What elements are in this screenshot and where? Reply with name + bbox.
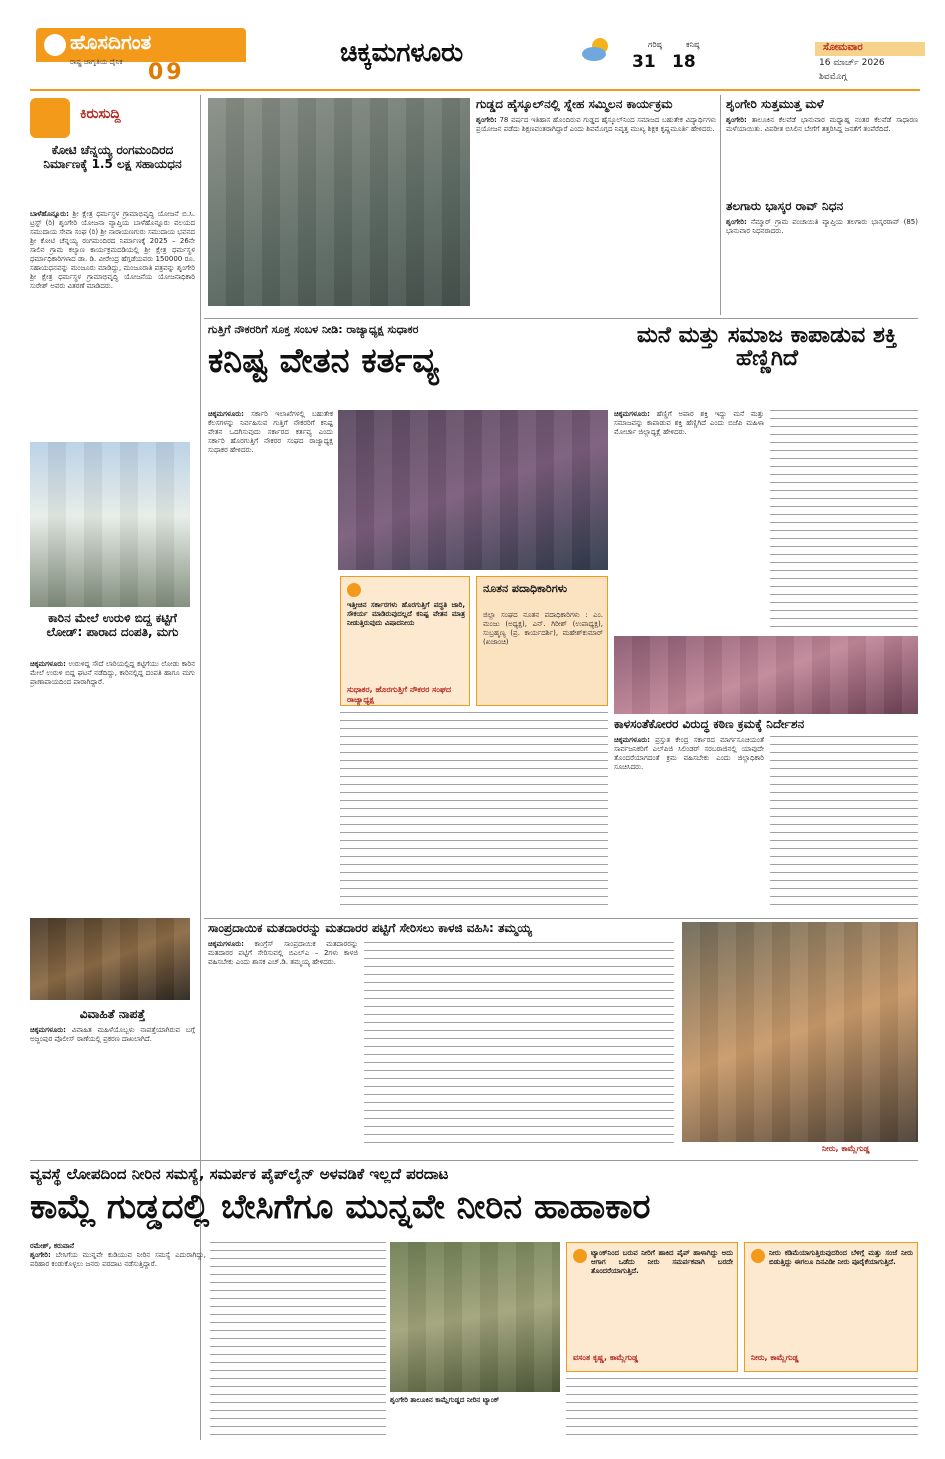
voters-body-continued: [364, 942, 674, 1154]
water-quote-1: ಟ್ಯಾಂಕ್‌ನಿಂದ ಬರುವ ನೀರಿಗೆ ಹಾಕಿದ ಪೈಪ್ ಹಾಳಾಗಿದ್ದು ಅದು ಆಗಾಗ ಒಡೆದು ನೀರು ಸಮರ್ಪಕವಾಗಿ ಬರದೇ ತೊಂದರೆಯಾಗುತ್ತಿದೆ.: [591, 1249, 733, 1275]
page-number: 09: [148, 60, 185, 85]
lead-body-continued: [340, 712, 608, 912]
min-temp-label: ಕನಿಷ್ಠ: [686, 40, 700, 49]
day-name: ಸೋಮವಾರ: [815, 42, 925, 56]
obit-body: ಶೃಂಗೇರಿ: ನೆಮ್ಮಾರ್ ಗ್ರಾಮ ಪಂಚಾಯಿತಿ ವ್ಯಾಪ್ತಿಯ ತಲಗಾರು ಭಾಸ್ಕರರಾವ್ (85) ಭಾನುವಾರ ನಿಧನರಾದರು.: [726, 218, 918, 235]
min-temp: 18: [672, 52, 696, 72]
water-tank-photo: [390, 1242, 560, 1392]
column-rule: [200, 95, 201, 1440]
section-rule: [204, 918, 918, 919]
kalasa-body-continued: [770, 736, 918, 912]
logo-tagline: ರಾಷ್ಟ್ರ ಜಾಗೃತಿಯ ದೈನಿಕ: [70, 58, 123, 66]
accident-headline: ಕಾರಿನ ಮೇಲೆ ಉರುಳಿ ಬಿದ್ದ ಕಟ್ಟಿಗೆ ಲೋಡ್: ಪಾರಾದ ದಂಪತಿ, ಮಗು: [46, 611, 179, 639]
hand-pointer-icon: [30, 98, 70, 138]
water-photo-caption: ಶೃಂಗೇರಿ ತಾಲೂಕಿನ ಕಾಮ್ಲೆಗುಡ್ಡದ ನೀರಿನ ಟ್ಯಾಂಕ್: [390, 1396, 500, 1404]
section-rule: [30, 1160, 918, 1161]
voters-photo: [682, 922, 918, 1142]
water-quote-box-1: [566, 1242, 738, 1372]
kalasa-body: ಚಿಕ್ಕಮಗಳೂರು: ಪ್ರಸ್ತುತ ಕೇಂದ್ರ ಸರ್ಕಾರದ ಮಾರ್ಗಸೂಚಿಯಂತೆ ಸಾರ್ವಜನಿಕರಿಗೆ ಎಲ್‌ಪಿಜಿ ಸಿಲಿಂಡರ್ ಸರಬರಾಜಿನಲ್ಲಿ ಯಾವುದೇ ತೊಂದರೆಯಾಗದಂತೆ ಕ್ರಮ ವಹಿಸಬೇಕು ಎಂದು ಜಿಲ್ಲಾಧಿಕಾರಿ ಸೂಚಿಸಿದರು.: [614, 736, 764, 771]
kirusuddi-headline: ಕೋಟಿ ಚೆನ್ನಯ್ಯ ರಂಗಮಂದಿರದ ನಿರ್ಮಾಣಕ್ಕೆ 1.5 ಲಕ್ಷ ಸಹಾಯಧನ: [43, 143, 182, 171]
office-bearers-box: [476, 576, 608, 706]
missing-body: ಚಿಕ್ಕಮಗಳೂರು: ವಿವಾಹಿತ ಮಹಿಳೆಯೊಬ್ಬಳು ನಾಪತ್ತೆಯಾಗಿರುವ ಬಗ್ಗೆ ಅಜ್ಜಂಪುರ ಪೊಲೀಸ್ ಠಾಣೆಯಲ್ಲಿ ಪ್ರಕರಣ ದಾಖಲಾಗಿದೆ.: [30, 1026, 195, 1043]
women-headline: ಮನೆ ಮತ್ತು ಸಮಾಜ ಕಾಪಾಡುವ ಶಕ್ತಿ ಹೆಣ್ಣಿಗಿದೆ: [636, 323, 898, 372]
women-photo: [614, 636, 918, 714]
kirusuddi-body: ಬಾಳೆಹೊನ್ನೂರು: ಶ್ರೀ ಕ್ಷೇತ್ರ ಧರ್ಮಸ್ಥಳ ಗ್ರಾಮಾಭಿವೃದ್ಧಿ ಯೋಜನೆ ಬಿ.ಸಿ. ಟ್ರಸ್ಟ್ (ರಿ) ಶೃಂಗೇರಿ ಯೋಜನಾ ವ್ಯಾಪ್ತಿಯ ಬಾಳೆಹೊನ್ನೂರು ವಲಯದ ಸಮುದಾಯ ಸೇವಾ ಸಂಘ (ರಿ) ಶ್ರೀ ನಾರಾಯಣಗುರು ಸಮುದಾಯ ಭವನದ ಶ್ರೀ ಕೋಟಿ ಚೆನ್ನಯ್ಯ ರಂಗಮಂದಿರದ ನಿರ್ಮಾಣಕ್ಕೆ 2025 – 26ನೇ ಸಾಲಿನ ಗ್ರಾಮ ಕಲ್ಯಾಣ ಕಾರ್ಯಕ್ರಮದಡಿಯಲ್ಲಿ ಶ್ರೀ ಕ್ಷೇತ್ರ ಧರ್ಮಸ್ಥಳ ಧರ್ಮಾಧಿಕಾರಿಗಳಾದ ಡಾ. ಡಿ. ವೀರೇಂದ್ರ ಹೆಗ್ಗಡೆಯವರು 150000 ರೂ. ಸಹಾಯಧನವನ್ನು ಮಂಜೂರು ಮಾಡಿದ್ದು, ಮಂಜೂರಾತಿ ಪತ್ರವನ್ನು ಶೃಂಗೇರಿ ಶ್ರೀ ಕ್ಷೇತ್ರ ಧರ್ಮಸ್ಥಳ ಗ್ರಾಮಾಭಿವೃದ್ಧಿ ಯೋಜನೆಯ ಯೋಜನಾಧಿಕಾರಿ ಸುರೇಶ್ ಅವರು ವಿತರಣೆ ಮಾಡಿದರು.: [30, 210, 195, 290]
office-bearers-title: ನೂತನ ಪದಾಧಿಕಾರಿಗಳು: [483, 582, 568, 595]
quote-icon: [751, 1249, 765, 1263]
masthead-rule: [30, 89, 920, 91]
water-quote-1-by: ವಸಂತ ಕೃಷ್ಣ, ಕಾಮ್ಲೆಗುಡ್ಡ: [573, 1353, 639, 1362]
water-quote-2: ನೀರು ಕಡಿಮೆಯಾಗುತ್ತಿರುವುದರಿಂದ ಬೆಳಿಗ್ಗೆ ಮತ್ತು ಸಂಜೆ ನೀರು ಬಿಡುತ್ತಿದ್ದು ಈಗಲೂ ದಿನವಿಡೀ ನೀರು ಪೂರೈಕೆಯಾಗುತ್ತಿದೆ.: [769, 1249, 913, 1266]
max-temp-label: ಗರಿಷ್ಠ: [648, 40, 662, 49]
lead-photo: [338, 410, 608, 570]
lead-quote-box: [340, 576, 470, 706]
women-body-continued: [770, 410, 918, 634]
newspaper-logo: [36, 28, 246, 88]
voters-body: ಚಿಕ್ಕಮಗಳೂರು: ಕಾಂಗ್ರೆಸ್ ಸಾಂಪ್ರದಾಯಿಕ ಮತದಾರರನ್ನು ಮತದಾರರ ಪಟ್ಟಿಗೆ ಸೇರಿಸುವಲ್ಲಿ ಬಿಎಲ್‌ಎ – 2ಗಳು ಕಾಳಜಿ ವಹಿಸಬೇಕು ಎಂದು ಶಾಸಕ ಎಚ್.ಡಿ. ತಮ್ಮಯ್ಯ ಹೇಳಿದರು.: [208, 940, 358, 966]
date-box: [815, 42, 925, 86]
water-quote-2-by: ನೀರು, ಕಾಮ್ಲೆಗುಡ್ಡ: [751, 1353, 799, 1362]
lead-body: ಚಿಕ್ಕಮಗಳೂರು: ಸರ್ಕಾರಿ ಇಲಾಖೆಗಳಲ್ಲಿ ಬಹುತೇಕ ಕೆಲಸಗಳನ್ನು ನಿರ್ವಹಿಸುವ ಗುತ್ತಿಗೆ ನೌಕರರಿಗೆ ಕನಿಷ್ಟ ವೇತನ ಒದಗಿಸುವುದು ಸರ್ಕಾರದ ಕರ್ತವ್ಯ ಎಂದು ಸರ್ಕಾರಿ ಹೊರಗುತ್ತಿಗೆ ನೌಕರರ ಸಂಘದ ರಾಜ್ಯಾಧ್ಯಕ್ಷ ಸುಧಾಕರ ಹೇಳಿದರು.: [208, 410, 333, 454]
water-kicker: ವ್ಯವಸ್ಥೆ ಲೋಪದಿಂದ ನೀರಿನ ಸಮಸ್ಯೆ, ಸಮರ್ಪಕ ಪೈಪ್‌ಲೈನ್ ಅಳವಡಿಕೆ ಇಲ್ಲದೆ ಪರದಾಟ: [30, 1165, 449, 1183]
water-body-tail: [566, 1378, 918, 1448]
accident-body: ಚಿಕ್ಕಮಗಳೂರು: ಉರುಳಿದ್ದ ಸೌದೆ ಲಾರಿಯಲ್ಲಿದ್ದ ಕಟ್ಟಿಗೆಯು ಲೋಡು ಕಾರಿನ ಮೇಲೆ ಉರುಳಿ ಬಿದ್ದ ಘಟನೆ ನಡೆದಿದ್ದು, ಕಾರಿನಲ್ಲಿದ್ದ ದಂಪತಿ ಹಾಗೂ ಮಗು ಪ್ರಾಣಾಪಾಯದಿಂದ ಪಾರಾಗಿದ್ದಾರೆ.: [30, 660, 195, 686]
sneha-sammilana-headline: ಗುಡ್ಡದ ಹೈಸ್ಕೂಲ್‌ನಲ್ಲಿ ಸ್ನೇಹ ಸಮ್ಮಿಲನ ಕಾರ್ಯಕ್ರಮ: [476, 97, 673, 111]
water-body: ರಮೇಶ್, ಕರುವಾನೆ ಶೃಂಗೇರಿ: ಬೇಸಿಗೆಯ ಮುನ್ನವೇ ಕುಡಿಯುವ ನೀರಿನ ಸಮಸ್ಯೆ ಎದುರಾಗಿದ್ದು, ಪರಿಹಾರ ಕಂಡುಕೊಳ್ಳಲು ಜನರು ಪರದಾಟ ನಡೆಸುತ್ತಿದ್ದಾರೆ.: [30, 1242, 206, 1268]
office-bearers-body: ಜಿಲ್ಲಾ ಸಂಘದ ನೂತನ ಪದಾಧಿಕಾರಿಗಳು : ಎಂ. ಮಂಜು (ಅಧ್ಯಕ್ಷ), ಎನ್. ಗಿರೀಶ್ (ಉಪಾಧ್ಯಕ್ಷ), ಸುಬ್ರಹ್ಮಣ್ಯ (ಪ್ರ. ಕಾರ್ಯದರ್ಶಿ), ಮಹೇಶ್‌ಕುಮಾರ್ (ಖಜಾಂಚಿ): [483, 611, 603, 646]
emblem-icon: [44, 34, 66, 56]
issue-date: 16 ಮಾರ್ಚ್ 2026: [819, 58, 885, 68]
water-headline: ಕಾಮ್ಲೆ ಗುಡ್ಡದಲ್ಲಿ ಬೇಸಿಗೆಗೂ ಮುನ್ನವೇ ನೀರಿನ ಹಾಹಾಕಾರ: [30, 1187, 651, 1227]
masthead: [0, 0, 945, 92]
sneha-sammilana-body: ಶೃಂಗೇರಿ: 78 ವರ್ಷದ ಇತಿಹಾಸ ಹೊಂದಿರುವ ಗುಡ್ಡದ ಹೈಸ್ಕೂಲ್‌ನಿಂದ ಸಮಾಜದ ಬಹುತೇಕ ವಿದ್ಯಾರ್ಥಿಗಳು ಪ್ರಯೋಜನ ಪಡೆದು ಶಿಕ್ಷಣವಂತರಾಗಿದ್ದಾರೆ ಎಂದು ಶಿವಮೊಗ್ಗದ ನಿವೃತ್ತ ಮುಖ್ಯ ಶಿಕ್ಷಕ ಕೃಷ್ಣಮೂರ್ತಿ ಹೇಳಿದರು.: [476, 116, 716, 133]
weather-partly-cloudy-icon: [580, 34, 614, 64]
missing-headline: ವಿವಾಹಿತೆ ನಾಪತ್ತೆ: [79, 1007, 146, 1021]
water-body-continued: [210, 1242, 386, 1447]
rain-headline: ಶೃಂಗೇರಿ ಸುತ್ತಮುತ್ತ ಮಳೆ: [726, 97, 824, 111]
edition-name: ಶಿವಮೊಗ್ಗ: [819, 72, 847, 82]
women-body: ಚಿಕ್ಕಮಗಳೂರು: ಹೆಣ್ಣಿಗೆ ಅಪಾರ ಶಕ್ತಿ ಇದ್ದು ಮನೆ ಮತ್ತು ಸಮಾಜವನ್ನು ಕಾಪಾಡುವ ಶಕ್ತಿ ಹೆಣ್ಣಿಗಿದೆ ಎಂದು ಬಿಜೆಪಿ ಮಹಿಳಾ ಮೋರ್ಚಾ ಜಿಲ್ಲಾಧ್ಯಕ್ಷೆ ಹೇಳಿದರು.: [614, 410, 764, 436]
lead-quote-by: ಸುಧಾಕರ, ಹೊರಗುತ್ತಿಗೆ ನೌಕರರ ಸಂಘದ ರಾಜ್ಯಾಧ್ಯಕ್ಷ: [347, 685, 452, 704]
section-rule: [204, 318, 918, 319]
lead-quote: ಇತ್ತೀಚಿನ ಸರ್ಕಾರಗಳು ಹೊರಗುತ್ತಿಗೆ ಪದ್ಧತಿ ಜಾರಿ, ಸೌಕರ್ಯ ಮಾಡಿರುವುದಲ್ಲದೆ ಕನಿಷ್ಟ ವೇತನ ಮಾತ್ರ ನೀಡುತ್ತಿರುವುದು ವಿಷಾದನೀಯ: [347, 601, 465, 627]
logo-text: ಹೊಸದಿಗಂತ: [70, 30, 152, 54]
column-rule: [720, 95, 721, 315]
voters-headline: ಸಾಂಪ್ರದಾಯಿಕ ಮತದಾರರನ್ನು ಮತದಾರರ ಪಟ್ಟಿಗೆ ಸೇರಿಸಲು ಕಾಳಜಿ ವಹಿಸಿ: ತಮ್ಮಯ್ಯ: [208, 921, 532, 935]
accident-photo: [30, 918, 190, 1000]
sneha-sammilana-photo: [208, 98, 470, 306]
lead-headline: ಕನಿಷ್ಟ ವೇತನ ಕರ್ತವ್ಯ: [208, 341, 439, 381]
kirusuddi-label: ಕಿರುಸುದ್ದಿ: [80, 106, 121, 122]
kalasa-headline: ಕಾಳಸಂತೆಕೋರರ ವಿರುದ್ಧ ಕಠಿಣ ಕ್ರಮಕ್ಕೆ ನಿರ್ದೇಶನ: [614, 717, 805, 731]
max-temp: 31: [632, 52, 656, 72]
obit-headline: ತಲಗಾರು ಭಾಸ್ಕರ ರಾವ್ ನಿಧನ: [726, 199, 844, 213]
kirusuddi-photo: [30, 442, 190, 607]
voters-photo-caption: ನೀರು, ಕಾಮ್ಲೆಗುಡ್ಡ: [822, 1144, 870, 1153]
rain-body: ಶೃಂಗೇರಿ: ತಾಲೂಕಿನ ಕೆಲವೆಡೆ ಭಾನುವಾರ ಮಧ್ಯಾಹ್ನ ನಂತರ ಕೆಲವೆಡೆ ಸಾಧಾರಣ ಮಳೆಯಾಯಿತು. ವಿಪರೀತ ಬಿಸಿಲಿನ ಬೇಗೆಗೆ ತತ್ತರಿಸಿದ್ದ ಜನತೆಗೆ ತಂಪೆರೆದಿದೆ.: [726, 116, 918, 133]
lead-kicker: ಗುತ್ತಿಗೆ ನೌಕರರಿಗೆ ಸೂಕ್ತ ಸಂಬಳ ನೀಡಿ: ರಾಜ್ಯಾಧ್ಯಕ್ಷ ಸುಧಾಕರ: [208, 323, 419, 336]
water-quote-box-2: [744, 1242, 918, 1372]
quote-icon: [347, 583, 361, 597]
quote-icon: [573, 1249, 587, 1263]
edition-city: ಚಿಕ್ಕಮಗಳೂರು: [340, 38, 464, 68]
